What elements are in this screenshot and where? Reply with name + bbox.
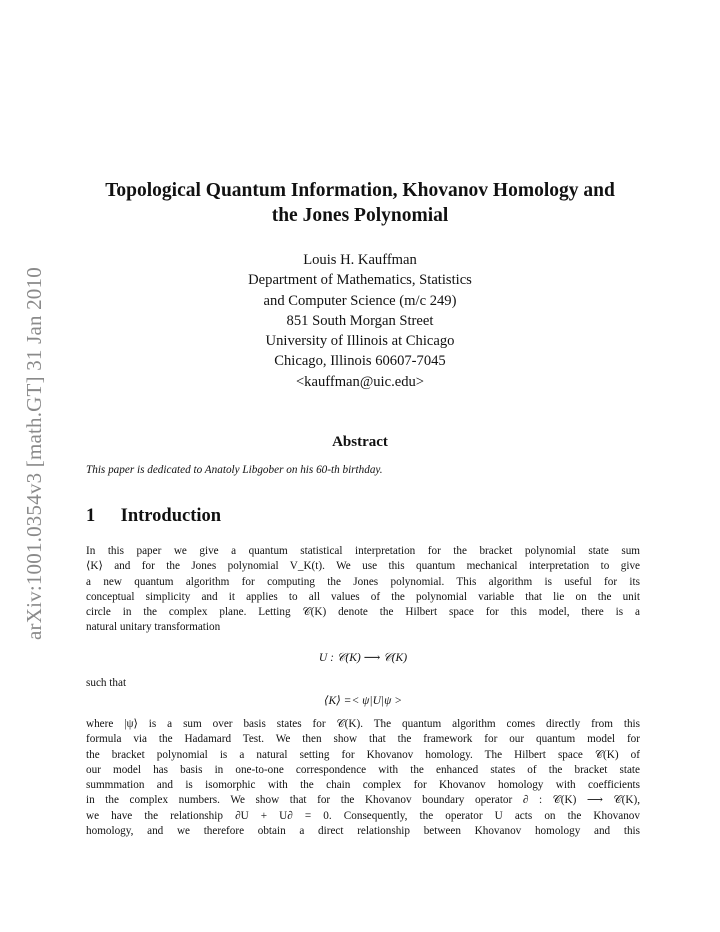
paper-title — [80, 178, 640, 228]
text-line: natural unitary transformation — [86, 621, 221, 634]
section-number: 1 — [86, 506, 96, 526]
arxiv-identifier-stamp: arXiv:1001.0354v3 [math.GT] 31 Jan 2010 — [22, 267, 46, 640]
title-line-1: Topological Quantum Information, Khovanov Homology and — [105, 180, 615, 201]
text-line: our model has basis in one-to-one correspondence with the enhanced states of the bracket state — [86, 763, 640, 776]
author-name: Louis H. Kauffman — [303, 252, 417, 268]
text-line: conceptual simplicity and it applies to all values of the polynomial variable that lie on the unit — [86, 590, 640, 603]
text-line: in the complex numbers. We show that for the Khovanov boundary operator ∂ : 𝒞(K) ⟶ 𝒞(K), — [86, 794, 640, 807]
affiliation-line: 851 South Morgan Street — [286, 312, 434, 329]
paragraph-intro — [86, 544, 640, 636]
author-email: <kauffman@uic.edu> — [295, 373, 425, 390]
paragraph-main — [86, 717, 640, 839]
text-line: formula via the Hadamard Test. We then show that the framework for our quantum model for — [86, 733, 640, 746]
author-block — [80, 250, 640, 392]
dedication-text: This paper is dedicated to Anatoly Libgober on his 60-th birthday. — [86, 464, 383, 476]
text-line: where |ψ⟩ is a sum over basis states for 𝒞(K). The quantum algorithm comes directly from this — [86, 718, 640, 730]
text-line: such that — [86, 677, 127, 689]
affiliation-line: Department of Mathematics, Statistics — [248, 272, 472, 289]
equation-unitary-transform: U : 𝒞(K) ⟶ 𝒞(K) — [318, 651, 408, 664]
affiliation-line: and Computer Science (m/c 249) — [263, 292, 457, 309]
such-that-text — [86, 676, 640, 691]
text-line: the bracket polynomial is a natural setting for Khovanov homology. The Hilbert space 𝒞(K) of — [86, 748, 640, 761]
affiliation-line: University of Illinois at Chicago — [265, 333, 455, 350]
affiliation-line: Chicago, Illinois 60607-7045 — [274, 353, 446, 370]
text-line: homology, and we therefore obtain a direct relationship between Khovanov homology and this — [86, 825, 640, 838]
section-title: Introduction — [120, 506, 222, 526]
text-line: we have the relationship ∂U + U∂ = 0. Consequently, the operator U acts on the Khovanov — [86, 809, 640, 822]
equation-bracket-expectation: ⟨K⟩ =< ψ|U|ψ > — [323, 694, 403, 707]
text-line: circle in the complex plane. Letting 𝒞(K) denote the Hilbert space for this model, there is a — [86, 606, 640, 619]
text-line: In this paper we give a quantum statistical interpretation for the bracket polynomial state sum — [86, 545, 640, 557]
text-line: a new quantum algorithm for computing the Jones polynomial. This algorithm is useful for its — [86, 575, 640, 588]
section-heading — [86, 506, 221, 527]
title-line-2: the Jones Polynomial — [271, 205, 449, 226]
text-line: ⟨K⟩ and for the Jones polynomial V_K(t). We use this quantum mechanical interpretation to give — [86, 560, 640, 573]
abstract-heading: Abstract — [332, 434, 388, 450]
text-line: summmation and is isomorphic with the chain complex for Khovanov homology with coefficients — [86, 779, 640, 792]
